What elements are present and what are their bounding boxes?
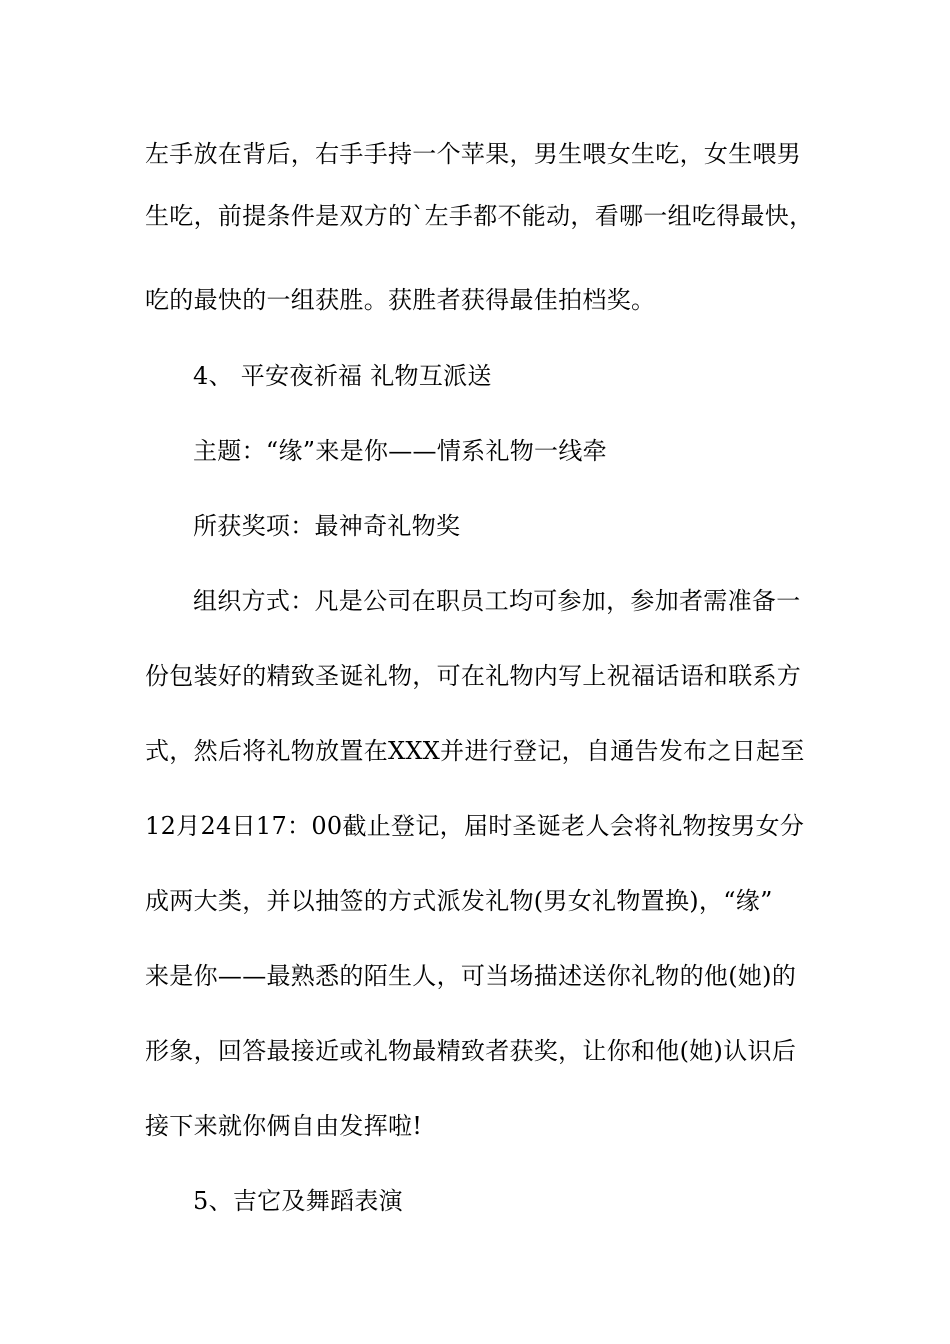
body-text-line: 份包装好的精致圣诞礼物，可在礼物内写上祝福话语和联系方	[145, 662, 802, 690]
body-text-line: 生吃，前提条件是双方的`左手都不能动，看哪一组吃得最快，	[145, 202, 814, 230]
section-heading: 5、吉它及舞蹈表演	[193, 1187, 403, 1215]
body-text-line: 左手放在背后，右手手持一个苹果，男生喂女生吃，女生喂男	[145, 140, 802, 168]
award-line: 所获奖项：最神奇礼物奖	[193, 512, 461, 540]
body-text-line: 来是你——最熟悉的陌生人，可当场描述送你礼物的他(她)的	[145, 962, 797, 990]
body-text-line: 组织方式：凡是公司在职员工均可参加，参加者需准备一	[193, 587, 801, 615]
body-text-line: 成两大类，并以抽签的方式派发礼物(男女礼物置换)，“缘”	[145, 887, 773, 915]
body-text-line: 式，然后将礼物放置在XXX并进行登记，自通告发布之日起至	[145, 737, 805, 765]
body-text-line: 吃的最快的一组获胜。获胜者获得最佳拍档奖。	[145, 286, 656, 314]
body-text-line: 接下来就你俩自由发挥啦!	[145, 1112, 423, 1140]
body-text-line: 形象，回答最接近或礼物最精致者获奖，让你和他(她)认识后	[145, 1037, 797, 1065]
body-text-line: 12月24日17：00截止登记，届时圣诞老人会将礼物按男女分	[145, 812, 805, 840]
section-heading: 4、 平安夜祈福 礼物互派送	[193, 362, 492, 390]
theme-line: 主题：“缘”来是你——情系礼物一线牵	[193, 437, 607, 465]
